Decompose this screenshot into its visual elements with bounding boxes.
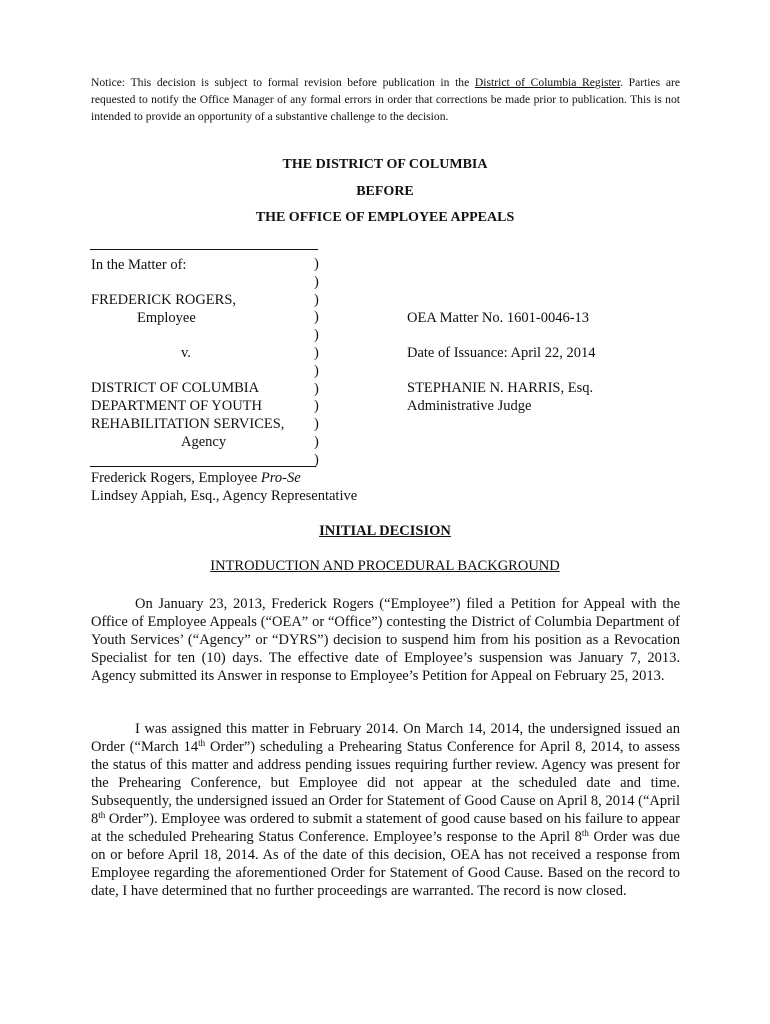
employee-name: FREDERICK ROGERS, bbox=[91, 292, 237, 308]
publication-notice bbox=[91, 74, 680, 125]
date-of-issuance: Date of Issuance: April 22, 2014 bbox=[407, 345, 596, 361]
header-office: THE OFFICE OF EMPLOYEE APPEALS bbox=[255, 210, 515, 225]
employee-role: Employee bbox=[137, 310, 196, 326]
judge-name: STEPHANIE N. HARRIS, Esq. bbox=[407, 380, 594, 396]
paren: ) bbox=[314, 344, 319, 361]
superscript: th bbox=[198, 738, 206, 748]
paragraph-1-text: On January 23, 2013, Frederick Rogers (“Employee”) filed a Petition for Appeal with the Office of Employee Appeals (“OEA” or “Office”) contesting the District of Columbia Department of Youth Services’ (“Agency” or “DYRS”) decision to suspend him from his position as a Revocation Specialist for ten (10) days. The effective date of Employee’s suspension was January 7, 2013. Agency submitted its Answer in response to Employee’s Petition for Appeal on February 25, 2013. bbox=[91, 596, 680, 684]
paren: ) bbox=[314, 273, 319, 290]
agency-role: Agency bbox=[181, 434, 227, 450]
agency-representative: Lindsey Appiah, Esq., Agency Representative bbox=[91, 488, 358, 504]
oea-matter-number: OEA Matter No. 1601-0046-13 bbox=[407, 310, 590, 326]
paragraph-2 bbox=[91, 720, 680, 900]
paragraph-2-part-2: Order”) scheduling a Prehearing Status Conference for April 8, 2014, to assess the status of this matter and address pending issues requiring further review. Agency was present for the Prehearing Conference, but Employee did not appear at the scheduled date and time. Subsequently, the undersigned issued an Order for Statement of Good Cause on April 8, 2014 (“April 8 bbox=[91, 739, 680, 827]
superscript: th bbox=[98, 810, 106, 820]
paragraph-2-part-1: I was assigned this matter in February 2014. On March 14, 2014, the undersigned issued an Order (“March 14 bbox=[91, 721, 680, 755]
caption-parentheses bbox=[314, 256, 319, 470]
paragraph-1 bbox=[91, 595, 680, 685]
versus: v. bbox=[181, 345, 191, 361]
paren: ) bbox=[314, 451, 319, 468]
notice-suffix: . Parties are requested to notify the Office Manager of any formal errors in order that corrections be made prior to publication. This is not intended to provide an opportunity of a substantive challenge to the decision. bbox=[91, 76, 680, 123]
paren: ) bbox=[314, 362, 319, 379]
section-title: INTRODUCTION AND PROCEDURAL BACKGROUND bbox=[210, 558, 560, 574]
employee-rep-name: Frederick Rogers, Employee bbox=[91, 470, 261, 486]
judge-title: Administrative Judge bbox=[407, 398, 532, 414]
employee-representative bbox=[91, 469, 301, 487]
paren: ) bbox=[314, 327, 319, 344]
agency-line-1: DISTRICT OF COLUMBIA bbox=[91, 380, 260, 396]
decision-title: INITIAL DECISION bbox=[319, 523, 451, 539]
paren: ) bbox=[314, 291, 319, 308]
caption-top-rule bbox=[90, 249, 318, 250]
paren: ) bbox=[314, 433, 319, 450]
paren: ) bbox=[314, 380, 319, 397]
header-before: BEFORE bbox=[356, 184, 414, 199]
paren: ) bbox=[314, 398, 319, 415]
notice-prefix: Notice: This decision is subject to formal revision before publication in the bbox=[91, 76, 475, 89]
superscript: th bbox=[581, 828, 589, 838]
agency-line-2: DEPARTMENT OF YOUTH bbox=[91, 398, 262, 414]
register-link: District of Columbia Register bbox=[474, 76, 621, 89]
paragraph-2-part-3: Order”). Employee was ordered to submit a statement of good cause based on his failure to appear at the scheduled Prehearing Status Conference. Employee’s response to the April 8 bbox=[91, 811, 680, 845]
caption-bottom-rule bbox=[90, 466, 316, 467]
employee-rep-status: Pro-Se bbox=[260, 470, 301, 486]
header-jurisdiction: THE DISTRICT OF COLUMBIA bbox=[282, 157, 488, 172]
paren: ) bbox=[314, 309, 319, 326]
paragraph-2-part-4: Order was due on or before April 18, 2014. As of the date of this decision, OEA has not received a response from Employee regarding the aforementioned Order for Statement of Good Cause. Based on the record to date, I have determined that no further proceedings are warranted. The record is now closed. bbox=[91, 829, 680, 899]
paren: ) bbox=[314, 256, 319, 272]
in-matter-label: In the Matter of: bbox=[91, 257, 187, 273]
agency-line-3: REHABILITATION SERVICES, bbox=[91, 416, 285, 432]
paren: ) bbox=[314, 416, 319, 433]
